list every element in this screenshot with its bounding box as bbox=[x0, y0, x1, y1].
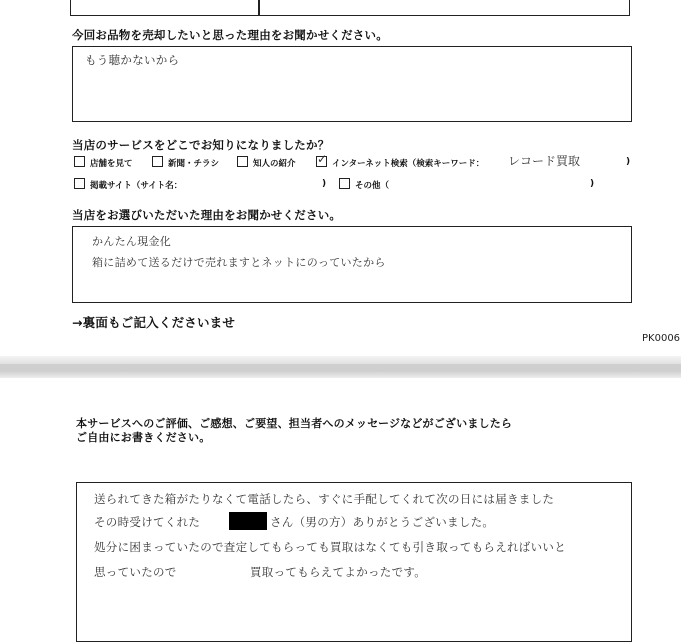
question-feedback-line-1: 本サービスへのご評価、ご感想、ご要望、担当者へのメッセージなどがございましたら bbox=[76, 417, 513, 430]
feedback-line-4a: 思っていたので bbox=[94, 565, 177, 579]
feedback-line-2b: さん（男の方）ありがとうございました。 bbox=[270, 515, 495, 529]
checkbox-store[interactable] bbox=[74, 156, 85, 167]
other-close-paren: ) bbox=[590, 179, 595, 189]
feedback-line-1: 送られてきた箱がたりなくて電話したら、すぐに手配してくれて次の日には届きました bbox=[94, 492, 555, 506]
feedback-line-2a: その時受けてくれた bbox=[94, 515, 201, 529]
top-table-remnant bbox=[70, 0, 630, 16]
redacted-name bbox=[229, 512, 267, 530]
survey-sheet-back bbox=[0, 378, 681, 628]
feedback-line-3: 処分に困まっていたので査定してもらっても買取はなくても引き取ってもらえればいいと bbox=[94, 540, 566, 554]
keyword-close-paren: ) bbox=[626, 157, 631, 167]
sale-reason-answer: もう聴かないから bbox=[85, 53, 180, 67]
option-store-label: 店舗を見て bbox=[90, 159, 133, 169]
why-chosen-answer-line-2: 箱に詰めて送るだけで売れますとネットにのっていたから bbox=[92, 256, 386, 269]
question-how-found: 当店のサービスをどこでお知りになりましたか？ bbox=[72, 138, 330, 152]
question-why-chosen: 当店をお選びいただいた理由をお聞かせください。 bbox=[72, 208, 342, 222]
question-sale-reason: 今回お品物を売却したいと思った理由をお聞かせください。 bbox=[72, 28, 388, 42]
question-feedback-line-2: ご自由にお書きください。 bbox=[76, 431, 211, 444]
option-internet-label: インターネット検索（検索キーワード： bbox=[332, 159, 485, 169]
checkbox-referral[interactable] bbox=[237, 156, 248, 167]
feedback-line-4b: 買取ってもらえてよかったです。 bbox=[250, 565, 427, 579]
search-keyword-answer: レコード買取 bbox=[508, 154, 581, 168]
page-separator-shadow bbox=[0, 364, 681, 370]
option-listing-site-label: 掲載サイト（サイト名： bbox=[90, 181, 183, 191]
checkbox-other[interactable] bbox=[339, 178, 350, 189]
option-other-label: その他（ bbox=[355, 181, 390, 191]
checkbox-newspaper[interactable] bbox=[152, 156, 163, 167]
document-code: PK0006 bbox=[642, 333, 681, 344]
option-newspaper-label: 新聞・チラシ bbox=[168, 159, 220, 169]
checkbox-internet[interactable] bbox=[316, 152, 328, 167]
back-side-note: →裏面もご記入くださいませ bbox=[72, 315, 236, 330]
option-referral-label: 知人の紹介 bbox=[253, 159, 296, 169]
why-chosen-answer-line-1: かんたん現金化 bbox=[92, 235, 172, 248]
top-table-divider bbox=[258, 0, 260, 16]
checkbox-listing-site[interactable] bbox=[74, 178, 85, 189]
check-mark-icon: ✓ bbox=[317, 152, 328, 166]
site-close-paren: ) bbox=[322, 179, 327, 189]
